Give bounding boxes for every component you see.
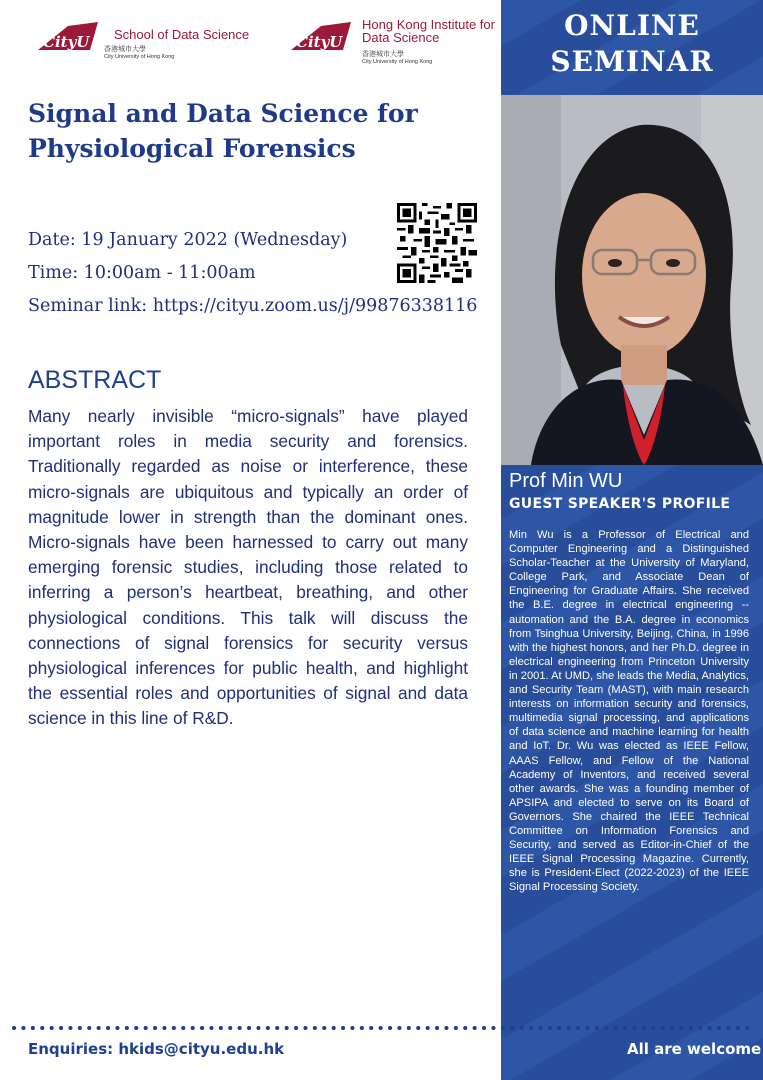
enquiries-contact[interactable]: Enquiries: hkids@cityu.edu.hk [28, 1040, 285, 1058]
logo-chinese-name: 香港城市大學 [104, 45, 146, 53]
speaker-bio: Min Wu is a Professor of Electrical and Computer Engineering and a Distinguished Scholar-Teacher at the University of Maryland, College Park, and Associate Dean of Engineering for Graduate Affairs. She received the B.E. degree in electrical engineering -- automation and the B.A. degree in economics from Tsinghua University, Beijing, China, in 1996 with the highest honors, and her Ph.D. degree in electrical engineering from Princeton University in 2001. At UMD, she leads the Media, Analytics, and Security Team (MAST), with main research interests on information security and forensics, multimedia signal processing, and applications of data science and machine learning for health and IoT. Dr. Wu was elected as IEEE Fellow, AAAS Fellow, and Fellow of the National Academy of Inventors, and received several other awards. She was a founding member of APSIPA and elected to serve on its Board of Governors. She chaired the IEEE Technical Committee on Information Forensics and Security, and served as Editor-in-Chief of the IEEE Signal Processing Magazine. Currently, she is President-Elect (2022-2023) of the IEEE Signal Processing Society. [509, 529, 749, 894]
seminar-title [28, 96, 468, 166]
seminar-link[interactable]: Seminar link: https://cityu.zoom.us/j/99876338116 [28, 296, 478, 316]
logo-english-name: City University of Hong Kong [104, 54, 175, 60]
speaker-profile-heading: GUEST SPEAKER'S PROFILE [509, 496, 731, 512]
event-time: Time: 10:00am - 11:00am [28, 263, 256, 283]
cityu-logo-mark [287, 20, 353, 60]
all-welcome-note: All are welcome [627, 1040, 762, 1058]
title-line-1: Signal and Data Science for [28, 99, 418, 128]
cityu-mark-text: CityU [296, 33, 343, 51]
dotted-divider [10, 1024, 758, 1032]
logo-chinese-name: 香港城市大學 [362, 50, 404, 58]
banner-line-1: ONLINE [564, 9, 700, 42]
title-line-2: Physiological Forensics [28, 134, 356, 163]
online-seminar-banner [501, 8, 763, 80]
logo-english-name: City University of Hong Kong [362, 59, 433, 65]
speaker-name: Prof Min WU [509, 470, 623, 492]
banner-line-2: SEMINAR [550, 45, 714, 78]
logo-school-name: School of Data Science [114, 27, 250, 42]
abstract-heading: ABSTRACT [28, 366, 162, 394]
logo-institute-name-2: Data Science [362, 30, 440, 45]
event-date: Date: 19 January 2022 (Wednesday) [28, 230, 348, 250]
cityu-mark-text: CityU [43, 33, 90, 51]
speaker-photo [501, 95, 763, 465]
abstract-body: Many nearly invisible “micro-signals” have played important roles in media security and forensics. Traditionally regarded as noise or interference, these micro-signals are ubiquitous and typically an order of magnitude lower in strength than the dominant ones. Micro-signals have been harnessed to carry out many emerging forensic studies, including those related to inferring a person’s heartbeat, breathing, and other physiological conditions. This talk will discuss the connections of signal forensics for security versus physiological inferences for public health, and highlight the essential roles and opportunities of signal and data science in this line of R&D. [28, 406, 468, 729]
logo-institute-name-1: Hong Kong Institute for [362, 17, 495, 32]
cityu-logo-mark [34, 20, 100, 60]
